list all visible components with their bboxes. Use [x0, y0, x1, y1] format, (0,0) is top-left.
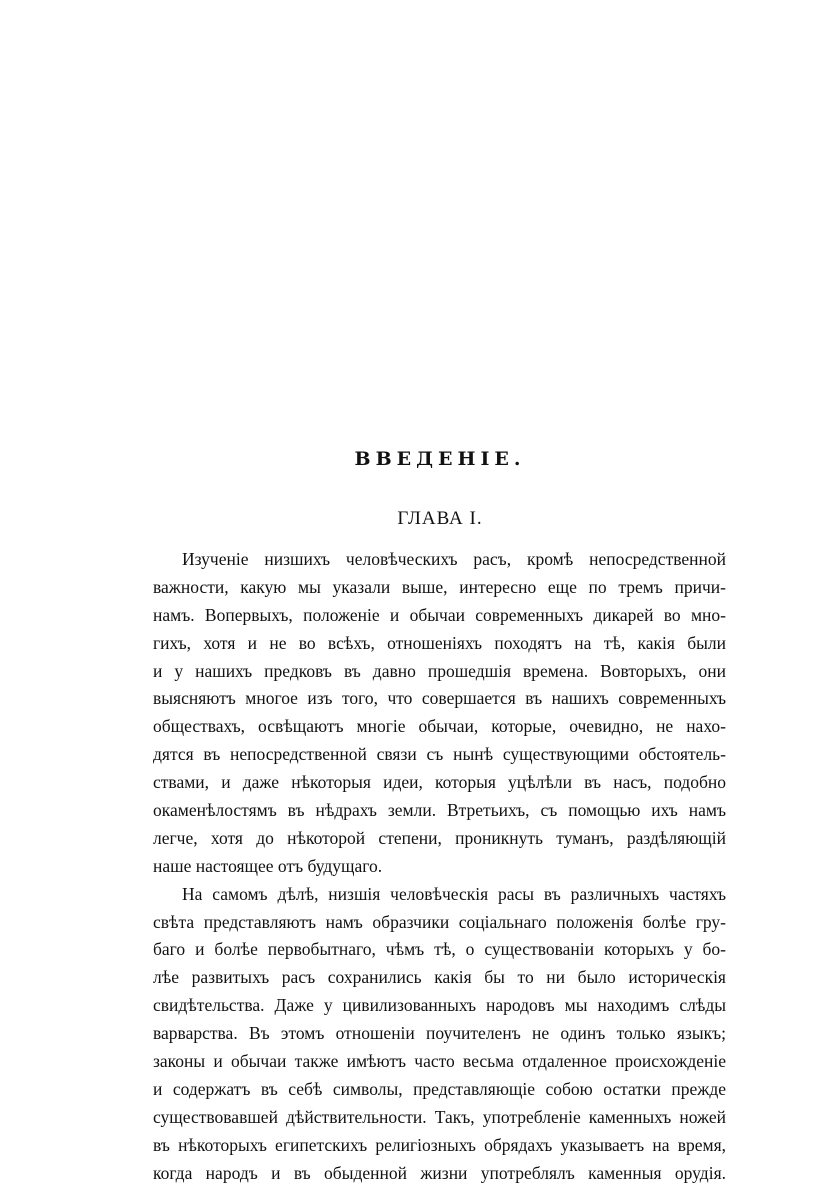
text-body — [153, 546, 726, 1187]
text-line: свѣта представляютъ намъ образчики соціальнаго положенія болѣе гру- — [153, 911, 726, 932]
paragraph-2 — [153, 881, 726, 1188]
text-line: обществахъ, освѣщаютъ многіе обычаи, которые, очевидно, не нахо- — [153, 716, 726, 737]
chapter-title: ГЛАВА І. — [397, 508, 483, 529]
text-line: гихъ, хотя и не во всѣхъ, отношеніяхъ походятъ на тѣ, какія были — [153, 632, 726, 653]
text-line: ствами, и даже нѣкоторыя идеи, которыя уцѣлѣли въ насъ, подобно — [153, 772, 726, 793]
text-line: дятся въ непосредственной связи съ нынѣ существующими обстоятель- — [153, 744, 726, 765]
paragraph-1 — [153, 546, 726, 881]
text-line: и содержатъ въ себѣ символы, представляющіе собою остатки прежде — [153, 1078, 726, 1099]
text-line: окаменѣлостямъ въ нѣдрахъ земли. Втретьихъ, съ помощью ихъ намъ — [153, 800, 726, 821]
text-line: лѣе развитыхъ расъ сохранились какія бы то ни было историческія — [153, 967, 726, 988]
text-line: баго и болѣе первобытнаго, чѣмъ тѣ, о существованіи которыхъ у бо- — [153, 939, 726, 960]
text-line: важности, какую мы указали выше, интересно еще по тремъ причи- — [153, 576, 726, 597]
text-line: и у нашихъ предковъ въ давно прошедшія времена. Вовторыхъ, они — [153, 660, 726, 681]
text-line: выясняютъ многое изъ того, что совершается въ нашихъ современныхъ — [153, 688, 726, 709]
text-line: существовавшей дѣйствительности. Такъ, употребленіе каменныхъ ножей — [153, 1106, 726, 1127]
text-line: варварства. Въ этомъ отношеніи поучителенъ не одинъ только языкъ; — [153, 1023, 726, 1044]
text-line: На самомъ дѣлѣ, низшія человѣческія расы въ различныхъ частяхъ — [182, 883, 726, 904]
text-line: когда народъ и въ обыденной жизни употреблялъ каменныя орудія. — [153, 1162, 726, 1183]
text-line: законы и обычаи также имѣютъ часто весьма отдаленное происхожденіе — [153, 1051, 726, 1072]
text-line: свидѣтельства. Даже у цивилизованныхъ народовъ мы находимъ слѣды — [153, 995, 726, 1016]
text-line: намъ. Вопервыхъ, положеніе и обычаи современныхъ дикарей во мно- — [153, 604, 726, 625]
text-line: легче, хотя до нѣкоторой степени, проникнуть туманъ, раздѣляющій — [153, 827, 726, 848]
text-line: Изученіе низшихъ человѣческихъ расъ, кромѣ непосредственной — [182, 549, 726, 569]
section-title: ВВЕДЕНІЕ. — [354, 448, 526, 470]
text-line: въ нѣкоторыхъ египетскихъ религіозныхъ обрядахъ указываетъ на время, — [153, 1134, 726, 1155]
text-line: наше настоящее отъ будущаго. — [153, 855, 383, 876]
